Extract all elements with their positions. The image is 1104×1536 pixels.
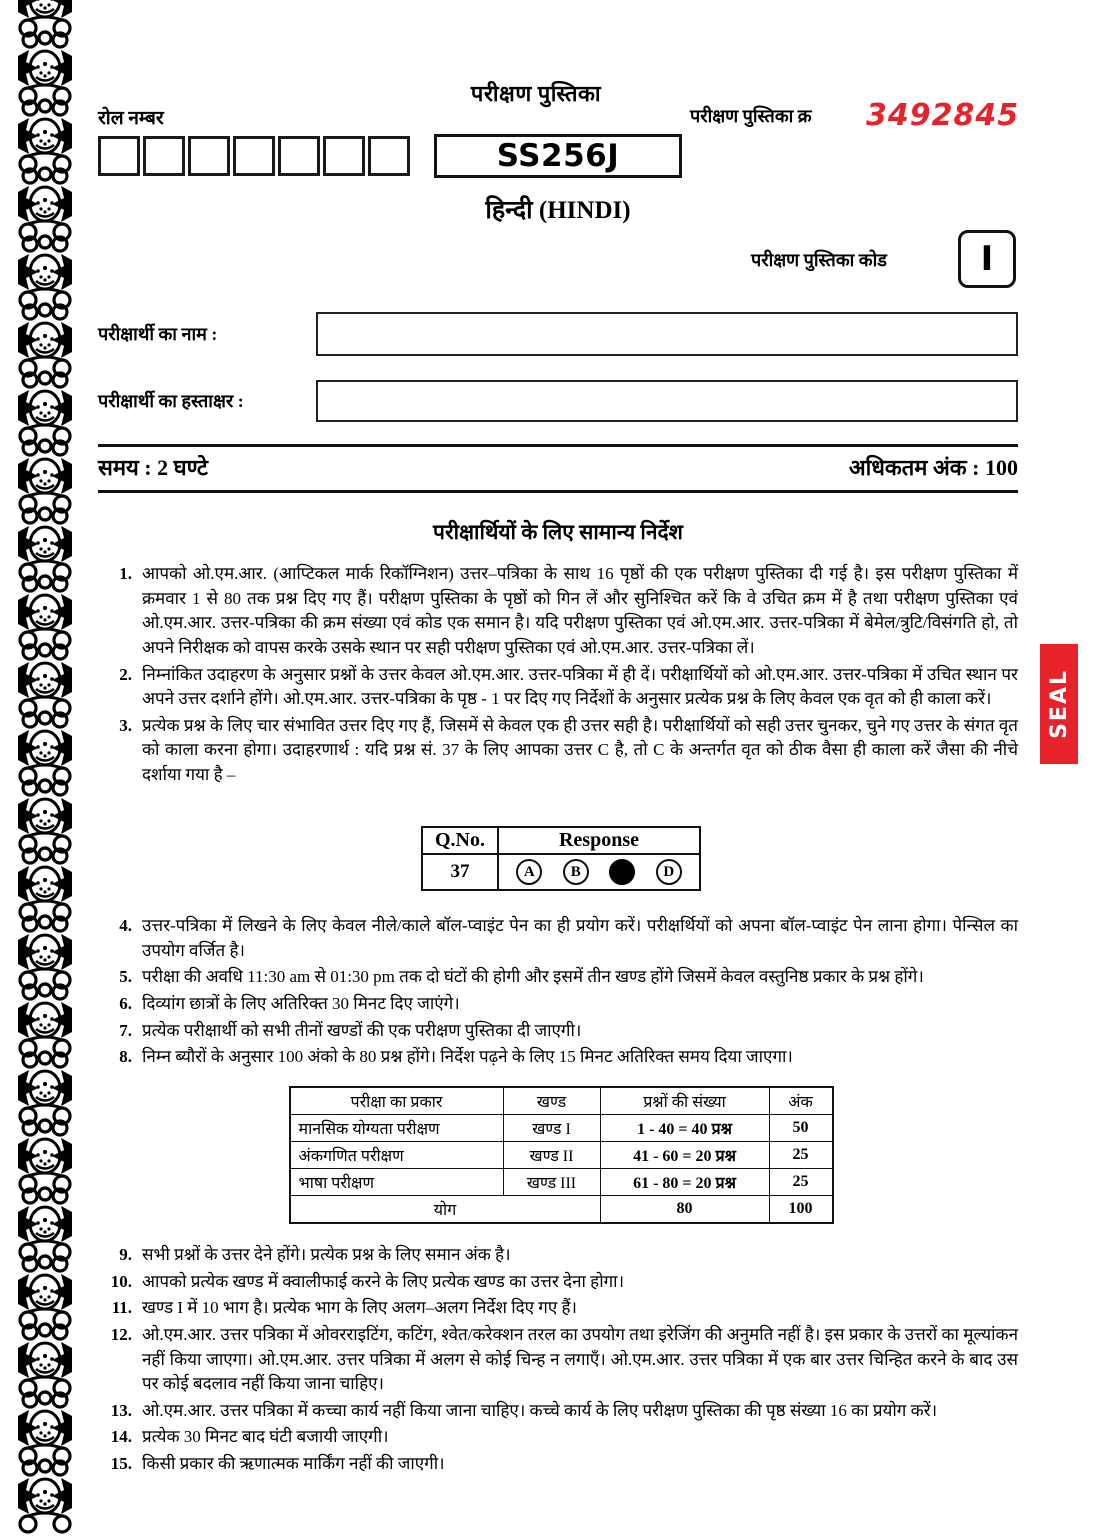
exam-max-marks: अधिकतम अंक : 100 [848,455,1018,480]
instruction-item [98,1452,1018,1477]
cell-type: अंकगणित परीक्षण [290,1142,504,1169]
instruction-text: परीक्षा की अवधि 11:30 am से 01:30 pm तक दो घंटों की होगी और इसमें तीन खण्ड होंगे जिसमें केवल वस्तुनिष्ठ प्रकार के प्रश्न होंगे। [142,967,924,987]
roll-digit-box[interactable] [98,136,140,176]
instruction-number: 10. [110,1271,132,1291]
instruction-text: दिव्यांग छात्रों के लिए अतिरिक्त 30 मिनट दिए जाएंगे। [142,993,460,1013]
instruction-number: 14. [110,1427,132,1447]
sample-col-response: Response [498,827,700,854]
candidate-name-field[interactable] [316,312,1018,356]
instruction-text: प्रत्येक प्रश्न के लिए चार संभावित उत्तर दिए गए हैं, जिसमें से केवल एक ही उत्तर सही है। परीक्षार्थियों को सही उत्तर चुनकर, चुने गए उत्तर के संगत वृत को काला करना होगा। उदाहरणार्थ : यदि प्रश्न सं. 37 के लिए आपका उत्तर C है, तो C के अन्तर्गत वृत को ठीक वैसा ही काला करें जैसा की नीचे दर्शाया गया है – [142,715,1018,785]
instruction-number: 6. [119,993,132,1013]
col-header-section: खण्ड [503,1087,600,1115]
cell-marks: 25 [769,1169,833,1196]
instruction-item [98,663,1018,712]
table-row [290,1115,833,1142]
instruction-item [98,1045,1018,1070]
col-header-marks: अंक [769,1087,833,1115]
instruction-text: उत्तर-पत्रिका में लिखने के लिए केवल नीले/काले बॉल-प्वाइंट पेन का ही प्रयोग करें। परीक्षर्थियों को अपना बॉल-प्वाइंट पेन लाना होगा। पेन्सिल का उपयोग वर्जित है। [142,916,1018,960]
cell-section: खण्ड I [503,1115,600,1142]
instruction-text: प्रत्येक परीक्षार्थी को सभी तीनों खण्डों की एक परीक्षण पुस्तिका दी जाएगी। [142,1020,582,1040]
instruction-text: किसी प्रकार की ऋणात्मक मार्किंग नहीं की जाएगी। [142,1454,445,1474]
col-header-questions: प्रश्नों की संख्या [600,1087,769,1115]
instruction-item [98,1425,1018,1450]
instruction-number: 1. [119,564,132,583]
instruction-text: आपको ओ.एम.आर. (आप्टिकल मार्क रिकॉग्निशन) उत्तर–पत्रिका के साथ 16 पृष्ठों की एक परीक्षण पुस्तिका दी गई है। इस परीक्षण पुस्तिका में क्रमवार 1 से 80 तक प्रश्न दिए गए हैं। परीक्षण पुस्तिका के पृष्ठों को गिन लें और सुनिश्चित करें कि वे उचित क्रम में है तथा परीक्षण पुस्तिका एवं ओ.एम.आर. उत्तर-पत्रिका की क्रम संख्या एवं कोड एक समान है। यदि परीक्षण पुस्तिका एवं ओ.एम.आर. उत्तर-पत्रिका में बेमेल/त्रुटि/विसंगति हो, तो अपने निरीक्षक को वापस करके उसके स्थान पर सही परीक्षण पुस्तिका एवं ओ.एम.आर. उत्तर-पत्रिका लें। [142,564,1018,657]
instruction-item [98,1243,1018,1268]
instructions-heading: परीक्षार्थियों के लिए सामान्य निर्देश [433,520,683,544]
cell-questions: 1 - 40 = 40 प्रश्न [600,1115,769,1142]
instruction-number: 15. [110,1454,132,1474]
option-bubble-a[interactable]: A [516,859,542,885]
divider-bottom [98,490,1018,493]
booklet-number-value: 3492845 [866,98,1020,133]
instruction-item [98,714,1018,788]
instruction-number: 8. [119,1047,132,1067]
instruction-number: 11. [111,1298,132,1318]
roll-digit-box[interactable] [188,136,230,176]
sample-response-table [421,826,701,891]
option-bubble-b[interactable]: B [563,859,589,885]
subject-name: हिन्दी (HINDI) [485,197,631,224]
exam-structure-table-wrap [96,1086,1026,1224]
col-header-type: परीक्षा का प्रकार [290,1087,504,1115]
instruction-item [98,562,1018,661]
instruction-text: निम्नांकित उदाहरण के अनुसार प्रश्नों के उत्तर केवल ओ.एम.आर. उत्तर-पत्रिका में ही दें। परीक्षार्थियों को ओ.एम.आर. उत्तर-पत्रिका में उचित स्थान पर अपने उत्तर दर्शाने होंगे। ओ.एम.आर. उत्तर-पत्रिका के पृष्ठ - 1 पर दिए गए निर्देशों के अनुसार प्रत्येक प्रश्न के लिए केवल एक वृत को ही काला करें। [142,664,1018,709]
booklet-code-box [958,230,1016,288]
instruction-text: आपको प्रत्येक खण्ड में क्वालीफाई करने के लिए प्रत्येक खण्ड का उत्तर देना होगा। [142,1271,625,1291]
table-row [422,854,700,890]
instruction-number: 12. [110,1324,132,1344]
instruction-item [98,914,1018,963]
booklet-series-box [434,134,682,178]
instructions-list-part2 [98,914,1018,1072]
instruction-text: निम्न ब्यौरों के अनुसार 100 अंको के 80 प्रश्न होंगे। निर्देश पढ़ने के लिए 15 मिनट अतिरिक्त समय दिया जाएगा। [142,1047,793,1067]
table-row [290,1142,833,1169]
instruction-item [98,1270,1018,1295]
instruction-item [98,1323,1018,1397]
cell-type: मानसिक योग्यता परीक्षण [290,1115,504,1142]
instruction-text: ओ.एम.आर. उत्तर पत्रिका में कच्चा कार्य नहीं किया जाना चाहिए। कच्चे कार्य के लिए परीक्षण पुस्तिका की पृष्ठ संख्या 16 का प्रयोग करें। [142,1400,938,1420]
sample-qno-value: 37 [422,854,498,890]
roll-number-input[interactable] [98,136,410,176]
cell-total-marks: 100 [769,1196,833,1224]
booklet-number-label: परीक्षण पुस्तिका क्र [690,106,812,126]
exam-structure-table [289,1086,834,1224]
cell-section: खण्ड III [503,1169,600,1196]
candidate-name-label: परीक्षार्थी का नाम : [98,324,218,344]
candidate-name-row [98,312,1018,356]
seal-badge [1040,644,1078,764]
cell-total-questions: 80 [600,1196,769,1224]
roll-digit-box[interactable] [233,136,275,176]
exam-meta-row [98,452,1018,482]
roll-digit-box[interactable] [323,136,365,176]
instruction-item [98,992,1018,1017]
candidate-signature-label: परीक्षार्थी का हस्ताक्षर : [98,391,244,411]
instruction-number: 2. [119,664,132,684]
instruction-item [98,1296,1018,1321]
page-content [96,0,1026,1536]
instructions-list-part1 [98,562,1018,790]
candidate-signature-field[interactable] [316,380,1018,422]
booklet-code-value: I [980,239,994,279]
cell-marks: 50 [769,1115,833,1142]
roll-digit-box[interactable] [368,136,410,176]
instruction-text: प्रत्येक 30 मिनट बाद घंटी बजायी जाएगी। [142,1427,389,1447]
instruction-number: 7. [119,1020,132,1040]
sample-bubbles-cell [498,854,700,890]
roll-digit-box[interactable] [143,136,185,176]
instruction-number: 3. [119,715,132,735]
decorative-border-left [16,0,74,1536]
cell-section: खण्ड II [503,1142,600,1169]
table-row [290,1087,833,1115]
page-title: परीक्षण पुस्तिका [470,81,602,106]
instruction-number: 4. [119,916,132,935]
exam-duration: समय : 2 घण्टे [98,455,208,480]
instruction-number: 5. [119,967,132,987]
cell-questions: 61 - 80 = 20 प्रश्न [600,1169,769,1196]
booklet-series-code: SS256J [496,137,620,174]
cell-questions: 41 - 60 = 20 प्रश्न [600,1142,769,1169]
cell-type: भाषा परीक्षण [290,1169,504,1196]
instruction-item [98,1399,1018,1424]
option-bubble-c-filled[interactable] [609,859,635,885]
table-row-total [290,1196,833,1224]
divider-top [98,444,1018,447]
sample-col-qno: Q.No. [422,827,498,854]
instruction-text: खण्ड I में 10 भाग है। प्रत्येक भाग के लिए अलग–अलग निर्देश दिए गए हैं। [142,1298,577,1318]
instruction-number: 13. [110,1400,132,1420]
table-row [290,1169,833,1196]
instructions-list-part3 [98,1243,1018,1479]
table-row [422,827,700,854]
cell-marks: 25 [769,1142,833,1169]
instruction-text: ओ.एम.आर. उत्तर पत्रिका में ओवरराइटिंग, कटिंग, श्वेत/करेक्शन तरल का उपयोग तथा इरेजिंग की अनुमति नहीं है। इस प्रकार के उत्तरों का मूल्यांकन नहीं किया जाएगा। ओ.एम.आर. उत्तर पत्रिका में अलग से कोई चिन्ह न लगाएँ। ओ.एम.आर. उत्तर पत्रिका में एक बार उत्तर चिन्हित करने के बाद उस पर कोई बदलाव नहीं किया जाना चाहिए। [142,1324,1018,1394]
instruction-text: सभी प्रश्नों के उत्तर देने होंगे। प्रत्येक प्रश्न के लिए समान अंक है। [142,1245,511,1264]
option-bubble-d[interactable]: D [656,859,682,885]
instruction-item [98,965,1018,990]
seal-label: SEAL [1046,669,1072,739]
instruction-number: 9. [119,1245,132,1264]
roll-number-label: रोल नम्बर [98,108,164,129]
cell-total-label: योग [290,1196,601,1224]
sample-response-table-wrap [96,826,1026,891]
instruction-item [98,1019,1018,1044]
candidate-signature-row [98,380,1018,422]
roll-digit-box[interactable] [278,136,320,176]
booklet-code-label: परीक्षण पुस्तिका कोड [751,250,887,270]
